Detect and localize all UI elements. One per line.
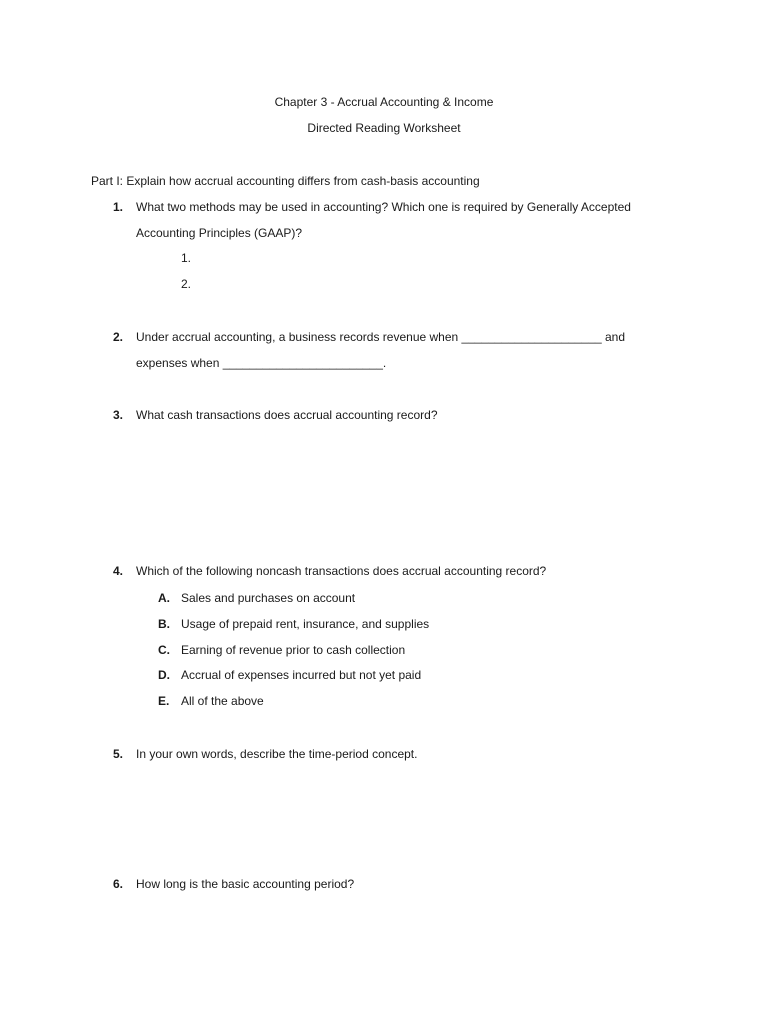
- question-text: Which of the following noncash transactions does accrual accounting record?: [136, 564, 547, 578]
- question-text: What cash transactions does accrual accounting record?: [136, 408, 438, 422]
- answer-number: 1.: [181, 251, 192, 265]
- option-text: Sales and purchases on account: [181, 591, 356, 605]
- question-text: What two methods may be used in accounting? Which one is required by Generally Accepted: [136, 200, 631, 214]
- option-letter: A.: [158, 591, 170, 605]
- question-number: 4.: [113, 564, 124, 578]
- option-letter: B.: [158, 617, 170, 631]
- option-text: Earning of revenue prior to cash collection: [181, 643, 406, 657]
- page-subtitle: Directed Reading Worksheet: [307, 121, 461, 135]
- answer-number: 2.: [181, 277, 192, 291]
- question-text: How long is the basic accounting period?: [136, 877, 355, 891]
- part-heading: Part I: Explain how accrual accounting differs from cash-basis accounting: [91, 174, 480, 188]
- option-text: Accrual of expenses incurred but not yet paid: [181, 668, 422, 682]
- question-text: Accounting Principles (GAAP)?: [136, 226, 303, 240]
- question-text: In your own words, describe the time-period concept.: [136, 747, 418, 761]
- question-number: 2.: [113, 330, 124, 344]
- question-number: 1.: [113, 200, 124, 214]
- option-letter: C.: [158, 643, 170, 657]
- question-number: 3.: [113, 408, 124, 422]
- page-title: Chapter 3 - Accrual Accounting & Income: [274, 95, 494, 109]
- question-text: Under accrual accounting, a business records revenue when _____________________ and: [136, 330, 626, 344]
- question-number: 5.: [113, 747, 124, 761]
- option-letter: D.: [158, 668, 170, 682]
- question-number: 6.: [113, 877, 124, 891]
- option-letter: E.: [158, 694, 170, 708]
- option-text: Usage of prepaid rent, insurance, and supplies: [181, 617, 430, 631]
- option-text: All of the above: [181, 694, 264, 708]
- question-text: expenses when ________________________.: [136, 356, 387, 370]
